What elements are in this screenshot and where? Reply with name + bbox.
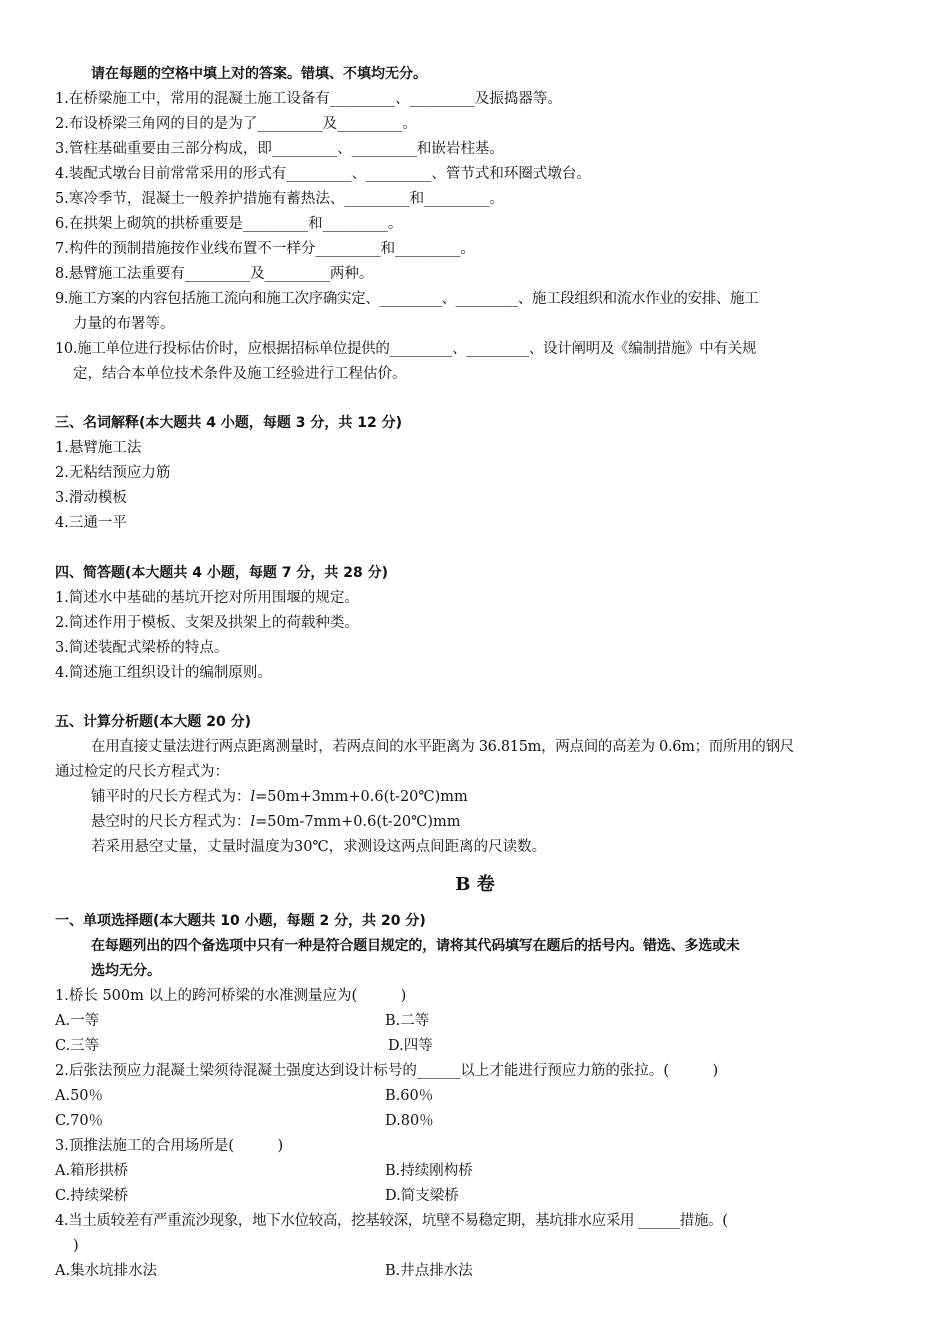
fill-blank-instruction: 请在每题的空格中填上对的答案。错填、不填均无分。 [91, 66, 427, 82]
equation-flat-body: =50m+3mm+0.6(t-20℃)mm [255, 789, 468, 805]
fill-blank-question-7: 7.构件的预制措施按作业线布置不一样分_________和_________。 [55, 241, 475, 257]
section-3-heading: 三、名词解释(本大题共 4 小题，每题 3 分，共 12 分) [55, 415, 403, 431]
equation-flat [55, 785, 900, 810]
section-3-item: 3.滑动模板 [55, 490, 127, 506]
section-4-heading: 四、简答题(本大题共 4 小题，每题 7 分，共 28 分) [55, 565, 389, 581]
fill-blank-question-10-line-2: 定，结合本单位技术条件及施工经验进行工程估价。 [73, 366, 407, 382]
fill-blank-question-4: 4.装配式墩台目前常常采用的形式有_________、_________、管节式和环圈式墩台。 [55, 166, 591, 182]
option-d: D.四等 [388, 1038, 433, 1054]
mc-question-4-options-row-1 [55, 1259, 900, 1284]
mc-question-2-options-row-2 [55, 1109, 900, 1134]
section-5-paragraph-1-line-1: 在用直接丈量法进行两点距离测量时，若两点间的水平距离为 36.815m，两点间的高差为 0.6m；而所用的钢尺 [91, 739, 795, 755]
option-d: D.简支梁桥 [385, 1188, 459, 1204]
fill-blank-question-1: 1.在桥梁施工中，常用的混凝土施工设备有_________、_________及振捣器等。 [55, 91, 562, 107]
equation-suspended-variable: l [250, 814, 256, 830]
equation-suspended [55, 810, 900, 835]
option-a: A.集水坑排水法 [55, 1263, 158, 1279]
section-5-heading: 五、计算分析题(本大题 20 分) [55, 714, 252, 730]
section-3-item: 1.悬臂施工法 [55, 440, 142, 456]
equation-flat-prefix: 铺平时的尺长方程式为： [91, 789, 251, 805]
fill-blank-question-9-line-1: 9.施工方案的内容包括施工流向和施工次序确实定、_________、_________、施工段组织和流水作业的安排、施工 [55, 291, 759, 307]
section-3-item: 2.无粘结预应力筋 [55, 465, 171, 481]
fill-blank-question-5: 5.寒冷季节，混凝土一般养护措施有蓄热法、_________和_________。 [55, 191, 504, 207]
mc-question-3-options-row-1 [55, 1159, 900, 1184]
section-3-item: 4.三通一平 [55, 515, 127, 531]
volume-b-instruction-line-1: 在每题列出的四个备选项中只有一种是符合题目规定的，请将其代码填写在题后的括号内。错选、多选或未 [91, 938, 740, 954]
mc-question-1-stem: 1.桥长 500m 以上的跨河桥梁的水准测量应为( ) [55, 988, 407, 1004]
mc-question-4-stem-line-1: 4.当土质较差有严重流沙现象，地下水位较高，挖基较深，坑壁不易稳定期，基坑排水应采用 ______措施。( [55, 1213, 728, 1229]
section-4-item: 3.简述装配式梁桥的特点。 [55, 640, 229, 656]
mc-question-1-options-row-2 [55, 1034, 900, 1059]
option-c: C.持续梁桥 [55, 1188, 129, 1204]
mc-question-3-stem: 3.顶推法施工的合用场所是( ) [55, 1138, 284, 1154]
option-b: B.持续刚构桥 [385, 1163, 473, 1179]
option-c: C.三等 [55, 1038, 100, 1054]
option-b: B.井点排水法 [385, 1263, 473, 1279]
equation-suspended-body: =50m-7mm+0.6(t-20℃)mm [255, 814, 461, 830]
option-a: A.箱形拱桥 [55, 1163, 129, 1179]
section-4-item: 4.简述施工组织设计的编制原则。 [55, 665, 272, 681]
equation-suspended-prefix: 悬空时的尺长方程式为： [91, 814, 251, 830]
mc-question-3-options-row-2 [55, 1184, 900, 1209]
volume-b-section-1-heading: 一、单项选择题(本大题共 10 小题，每题 2 分，共 20 分) [55, 913, 426, 929]
option-a: A.一等 [55, 1013, 100, 1029]
mc-question-2-options-row-1 [55, 1084, 900, 1109]
fill-blank-question-8: 8.悬臂施工法重要有_________及_________两种。 [55, 266, 374, 282]
section-5-paragraph-2: 若采用悬空丈量，丈量时温度为30℃，求测设这两点间距离的尺读数。 [91, 839, 547, 855]
section-4-item: 1.简述水中基础的基坑开挖对所用围堰的规定。 [55, 590, 359, 606]
mc-question-2-stem: 2.后张法预应力混凝土梁须待混凝土强度达到设计标号的______以上才能进行预应力筋的张拉。( ) [55, 1063, 719, 1079]
mc-question-4-stem-line-2: ) [73, 1238, 79, 1254]
volume-b-title: B 卷 [455, 874, 495, 895]
option-c: C.70％ [55, 1113, 104, 1129]
section-4-item: 2.简述作用于模板、支架及拱架上的荷载种类。 [55, 615, 359, 631]
option-a: A.50％ [55, 1088, 104, 1104]
option-d: D.80％ [385, 1113, 434, 1129]
volume-b-instruction-line-2: 选均无分。 [91, 963, 161, 979]
option-b: B.二等 [385, 1013, 430, 1029]
fill-blank-question-9-line-2: 力量的布署等。 [73, 316, 175, 332]
section-5-paragraph-1-line-2: 通过检定的尺长方程式为： [55, 764, 229, 780]
equation-flat-variable: l [250, 789, 256, 805]
fill-blank-question-3: 3.管柱基础重要由三部分构成，即_________、_________和嵌岩柱基。 [55, 141, 504, 157]
fill-blank-question-2: 2.布设桥梁三角网的目的是为了_________及_________。 [55, 116, 417, 132]
fill-blank-question-6: 6.在拱架上砌筑的拱桥重要是_________和_________。 [55, 216, 403, 232]
fill-blank-question-10-line-1: 10.施工单位进行投标估价时，应根据招标单位提供的_________、_________、设计阐明及《编制措施》中有关规 [55, 341, 757, 357]
option-b: B.60％ [385, 1088, 434, 1104]
mc-question-1-options-row-1 [55, 1009, 900, 1034]
